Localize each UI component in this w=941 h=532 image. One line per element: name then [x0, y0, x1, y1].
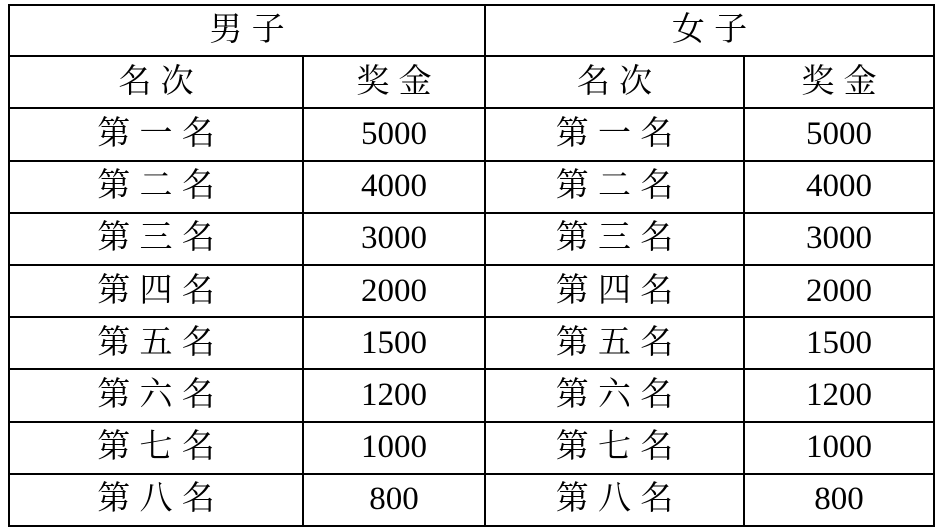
- men-prize-cell: 3000: [303, 213, 485, 265]
- men-rank-cell: 第四名: [9, 265, 303, 317]
- men-prize-cell: 5000: [303, 108, 485, 160]
- women-rank-cell: 第五名: [485, 317, 744, 369]
- women-prize-cell: 5000: [744, 108, 934, 160]
- men-prize-header: 奖金: [303, 56, 485, 108]
- table-row: [9, 108, 934, 160]
- women-rank-cell: 第一名: [485, 108, 744, 160]
- table-row: [9, 213, 934, 265]
- women-prize-cell: 1200: [744, 369, 934, 421]
- women-prize-header: 奖金: [744, 56, 934, 108]
- men-rank-cell: 第七名: [9, 422, 303, 474]
- women-rank-header: 名次: [485, 56, 744, 108]
- women-rank-cell: 第六名: [485, 369, 744, 421]
- table-row: [9, 265, 934, 317]
- women-prize-cell: 3000: [744, 213, 934, 265]
- women-rank-cell: 第三名: [485, 213, 744, 265]
- table-row: [9, 56, 934, 108]
- men-rank-cell: 第三名: [9, 213, 303, 265]
- women-rank-cell: 第八名: [485, 474, 744, 526]
- women-prize-cell: 800: [744, 474, 934, 526]
- men-rank-cell: 第八名: [9, 474, 303, 526]
- table-row: [9, 474, 934, 526]
- table-row: [9, 422, 934, 474]
- men-rank-header: 名次: [9, 56, 303, 108]
- women-prize-cell: 1500: [744, 317, 934, 369]
- women-prize-cell: 2000: [744, 265, 934, 317]
- table-row: [9, 369, 934, 421]
- men-rank-cell: 第二名: [9, 161, 303, 213]
- men-prize-cell: 800: [303, 474, 485, 526]
- women-prize-cell: 4000: [744, 161, 934, 213]
- men-rank-cell: 第六名: [9, 369, 303, 421]
- table-row: [9, 161, 934, 213]
- women-rank-cell: 第七名: [485, 422, 744, 474]
- men-prize-cell: 1500: [303, 317, 485, 369]
- men-prize-cell: 2000: [303, 265, 485, 317]
- women-rank-cell: 第二名: [485, 161, 744, 213]
- women-rank-cell: 第四名: [485, 265, 744, 317]
- women-prize-cell: 1000: [744, 422, 934, 474]
- men-prize-cell: 1200: [303, 369, 485, 421]
- men-prize-cell: 4000: [303, 161, 485, 213]
- group-title-men: 男子: [9, 5, 485, 56]
- table-row: [9, 5, 934, 56]
- men-prize-cell: 1000: [303, 422, 485, 474]
- men-rank-cell: 第五名: [9, 317, 303, 369]
- group-title-women: 女子: [485, 5, 934, 56]
- prize-table: [8, 4, 935, 527]
- table-row: [9, 317, 934, 369]
- men-rank-cell: 第一名: [9, 108, 303, 160]
